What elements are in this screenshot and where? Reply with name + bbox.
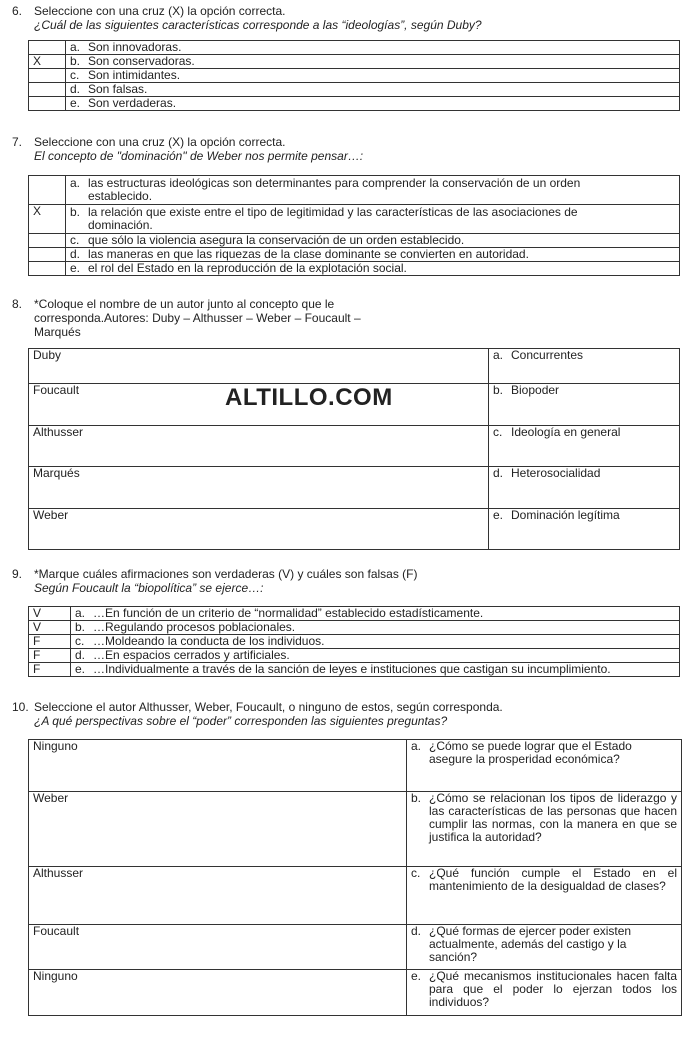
author-cell[interactable]: Foucault (29, 925, 407, 970)
question-subprompt: ¿A qué perspectivas sobre el “poder” corresponden las siguientes preguntas? (34, 714, 448, 728)
option-text: Son innovadoras. (88, 40, 182, 54)
concept-text: Biopoder (511, 383, 560, 397)
answer-mark[interactable] (29, 97, 66, 111)
table-row[interactable] (29, 176, 680, 205)
q9-true-false-table (28, 606, 680, 677)
question-text: ¿Cómo se relacionan los tipos de liderazgo y las características de las personas que hacen cumplir las normas, con la manera en que se justifica la autoridad? (429, 791, 677, 844)
option-letter: a. (75, 606, 86, 620)
author-cell[interactable]: Weber (29, 792, 407, 867)
table-row[interactable] (29, 621, 680, 635)
option-letter: d. (493, 466, 504, 480)
option-letter: d. (70, 247, 81, 261)
option-text: …En espacios cerrados y artificiales. (93, 648, 290, 662)
option-text: Son intimidantes. (88, 68, 181, 82)
author-cell[interactable]: Althusser (29, 426, 489, 467)
option-letter: c. (75, 634, 85, 648)
table-row[interactable] (29, 205, 680, 234)
concept-text: Heterosocialidad (511, 466, 601, 480)
concept-text: Concurrentes (511, 348, 584, 362)
option-text: Son verdaderas. (88, 96, 177, 110)
question-text: ¿Qué formas de ejercer poder existen actualmente, además del castigo y la sanción? (429, 924, 632, 964)
option-letter: b. (493, 383, 504, 397)
author-cell[interactable]: Foucault (29, 384, 489, 426)
answer-mark[interactable] (29, 83, 66, 97)
table-row[interactable] (29, 83, 680, 97)
table-row[interactable] (29, 234, 680, 248)
option-text: …Moldeando la conducta de los individuos. (93, 634, 325, 648)
option-letter: a. (411, 739, 422, 753)
option-text: las estructuras ideológicas son determinantes para comprender la conservación de un orden establecido. (88, 176, 581, 203)
author-cell[interactable]: Duby (29, 349, 489, 384)
answer-mark[interactable]: X (29, 205, 66, 234)
option-letter: e. (493, 508, 504, 522)
question-text: ¿Cómo se puede lograr que el Estado asegure la prosperidad económica? (429, 739, 632, 766)
option-letter: c. (70, 233, 80, 247)
question-number: 8. (12, 297, 23, 311)
table-row[interactable] (29, 635, 680, 649)
option-text: que sólo la violencia asegura la conservación de un orden establecido. (88, 233, 465, 247)
question-prompt: *Coloque el nombre de un autor junto al concepto que le corresponda.Autores: Duby – Althusser – Weber – Foucault – Marqués (34, 297, 361, 339)
question-prompt: Seleccione con una cruz (X) la opción correcta. (34, 4, 286, 18)
question-8 (12, 297, 682, 339)
table-row[interactable] (29, 55, 680, 69)
option-letter: a. (70, 176, 81, 190)
option-letter: e. (75, 662, 86, 676)
option-letter: b. (75, 620, 86, 634)
question-prompt: *Marque cuáles afirmaciones son verdaderas (V) y cuáles son falsas (F) (34, 567, 418, 581)
question-number: 6. (12, 4, 23, 18)
answer-mark[interactable]: F (29, 635, 71, 649)
author-cell[interactable]: Weber (29, 509, 489, 550)
table-row[interactable] (29, 740, 682, 792)
option-text: las maneras en que las riquezas de la clase dominante se convierten en autoridad. (88, 247, 529, 261)
question-subprompt: El concepto de "dominación" de Weber nos permite pensar…: (34, 149, 364, 163)
table-row[interactable] (29, 509, 680, 550)
table-row[interactable] (29, 467, 680, 509)
answer-mark[interactable] (29, 41, 66, 55)
author-cell[interactable]: Althusser (29, 867, 407, 925)
q10-matching-table (28, 739, 682, 1016)
question-number: 9. (12, 567, 23, 581)
option-letter: e. (70, 96, 81, 110)
question-7 (12, 135, 682, 163)
answer-mark[interactable] (29, 262, 66, 276)
watermark: ALTILLO.COM (225, 384, 393, 411)
answer-mark[interactable] (29, 234, 66, 248)
answer-mark[interactable] (29, 176, 66, 205)
option-letter: e. (411, 969, 422, 983)
author-cell[interactable]: Ninguno (29, 970, 407, 1016)
question-text: ¿Qué función cumple el Estado en el mantenimiento de la desigualdad de clases? (429, 866, 677, 893)
option-letter: a. (493, 348, 504, 362)
table-row[interactable] (29, 41, 680, 55)
table-row[interactable] (29, 925, 682, 970)
table-row[interactable] (29, 262, 680, 276)
option-letter: d. (75, 648, 86, 662)
option-letter: a. (70, 40, 81, 54)
question-text: ¿Qué mecanismos institucionales hacen falta para que el poder lo ejerzan todos los individuos? (429, 969, 677, 1009)
option-letter: c. (411, 866, 421, 880)
question-prompt: Seleccione con una cruz (X) la opción correcta. (34, 135, 286, 149)
table-row[interactable] (29, 97, 680, 111)
q8-matching-table (28, 348, 680, 550)
option-text: …En función de un criterio de “normalidad” establecido estadísticamente. (93, 606, 484, 620)
table-row[interactable] (29, 867, 682, 925)
concept-text: Ideología en general (511, 425, 621, 439)
answer-mark[interactable] (29, 248, 66, 262)
answer-mark[interactable]: F (29, 649, 71, 663)
table-row[interactable] (29, 970, 682, 1016)
answer-mark[interactable]: V (29, 607, 71, 621)
table-row[interactable] (29, 792, 682, 867)
option-letter: b. (70, 205, 81, 219)
answer-mark[interactable]: X (29, 55, 66, 69)
table-row[interactable] (29, 426, 680, 467)
option-letter: d. (70, 82, 81, 96)
option-letter: b. (411, 791, 422, 805)
table-row[interactable] (29, 663, 680, 677)
answer-mark[interactable]: V (29, 621, 71, 635)
question-subprompt: Según Foucault la “biopolítica” se ejerce…: (34, 581, 264, 595)
author-cell[interactable]: Ninguno (29, 740, 407, 792)
table-row[interactable] (29, 349, 680, 384)
option-letter: b. (70, 54, 81, 68)
table-row[interactable] (29, 649, 680, 663)
option-letter: c. (493, 425, 503, 439)
question-10 (12, 700, 682, 728)
option-text: …Regulando procesos poblacionales. (93, 620, 296, 634)
option-text: Son falsas. (88, 82, 148, 96)
question-6 (12, 4, 682, 32)
q7-options-table (28, 175, 680, 276)
option-letter: c. (70, 68, 80, 82)
option-text: Son conservadoras. (88, 54, 195, 68)
option-text: el rol del Estado en la reproducción de la explotación social. (88, 261, 407, 275)
table-row[interactable] (29, 607, 680, 621)
question-prompt: Seleccione el autor Althusser, Weber, Foucault, o ninguno de estos, según corresponda. (34, 700, 503, 714)
question-number: 10. (12, 700, 29, 714)
option-letter: d. (411, 924, 422, 938)
answer-mark[interactable] (29, 69, 66, 83)
concept-text: Dominación legítima (511, 508, 620, 522)
table-row[interactable] (29, 69, 680, 83)
question-9 (12, 567, 682, 595)
question-number: 7. (12, 135, 23, 149)
question-subprompt: ¿Cuál de las siguientes características corresponde a las “ideologías”, según Duby? (34, 18, 482, 32)
option-letter: e. (70, 261, 81, 275)
q6-options-table (28, 40, 680, 111)
answer-mark[interactable]: F (29, 663, 71, 677)
table-row[interactable] (29, 248, 680, 262)
author-cell[interactable]: Marqués (29, 467, 489, 509)
option-text: …Individualmente a través de la sanción de leyes e instituciones que castigan su incumplimiento. (93, 662, 611, 676)
option-text: la relación que existe entre el tipo de legitimidad y las características de las asociaciones de dominación. (88, 205, 578, 232)
